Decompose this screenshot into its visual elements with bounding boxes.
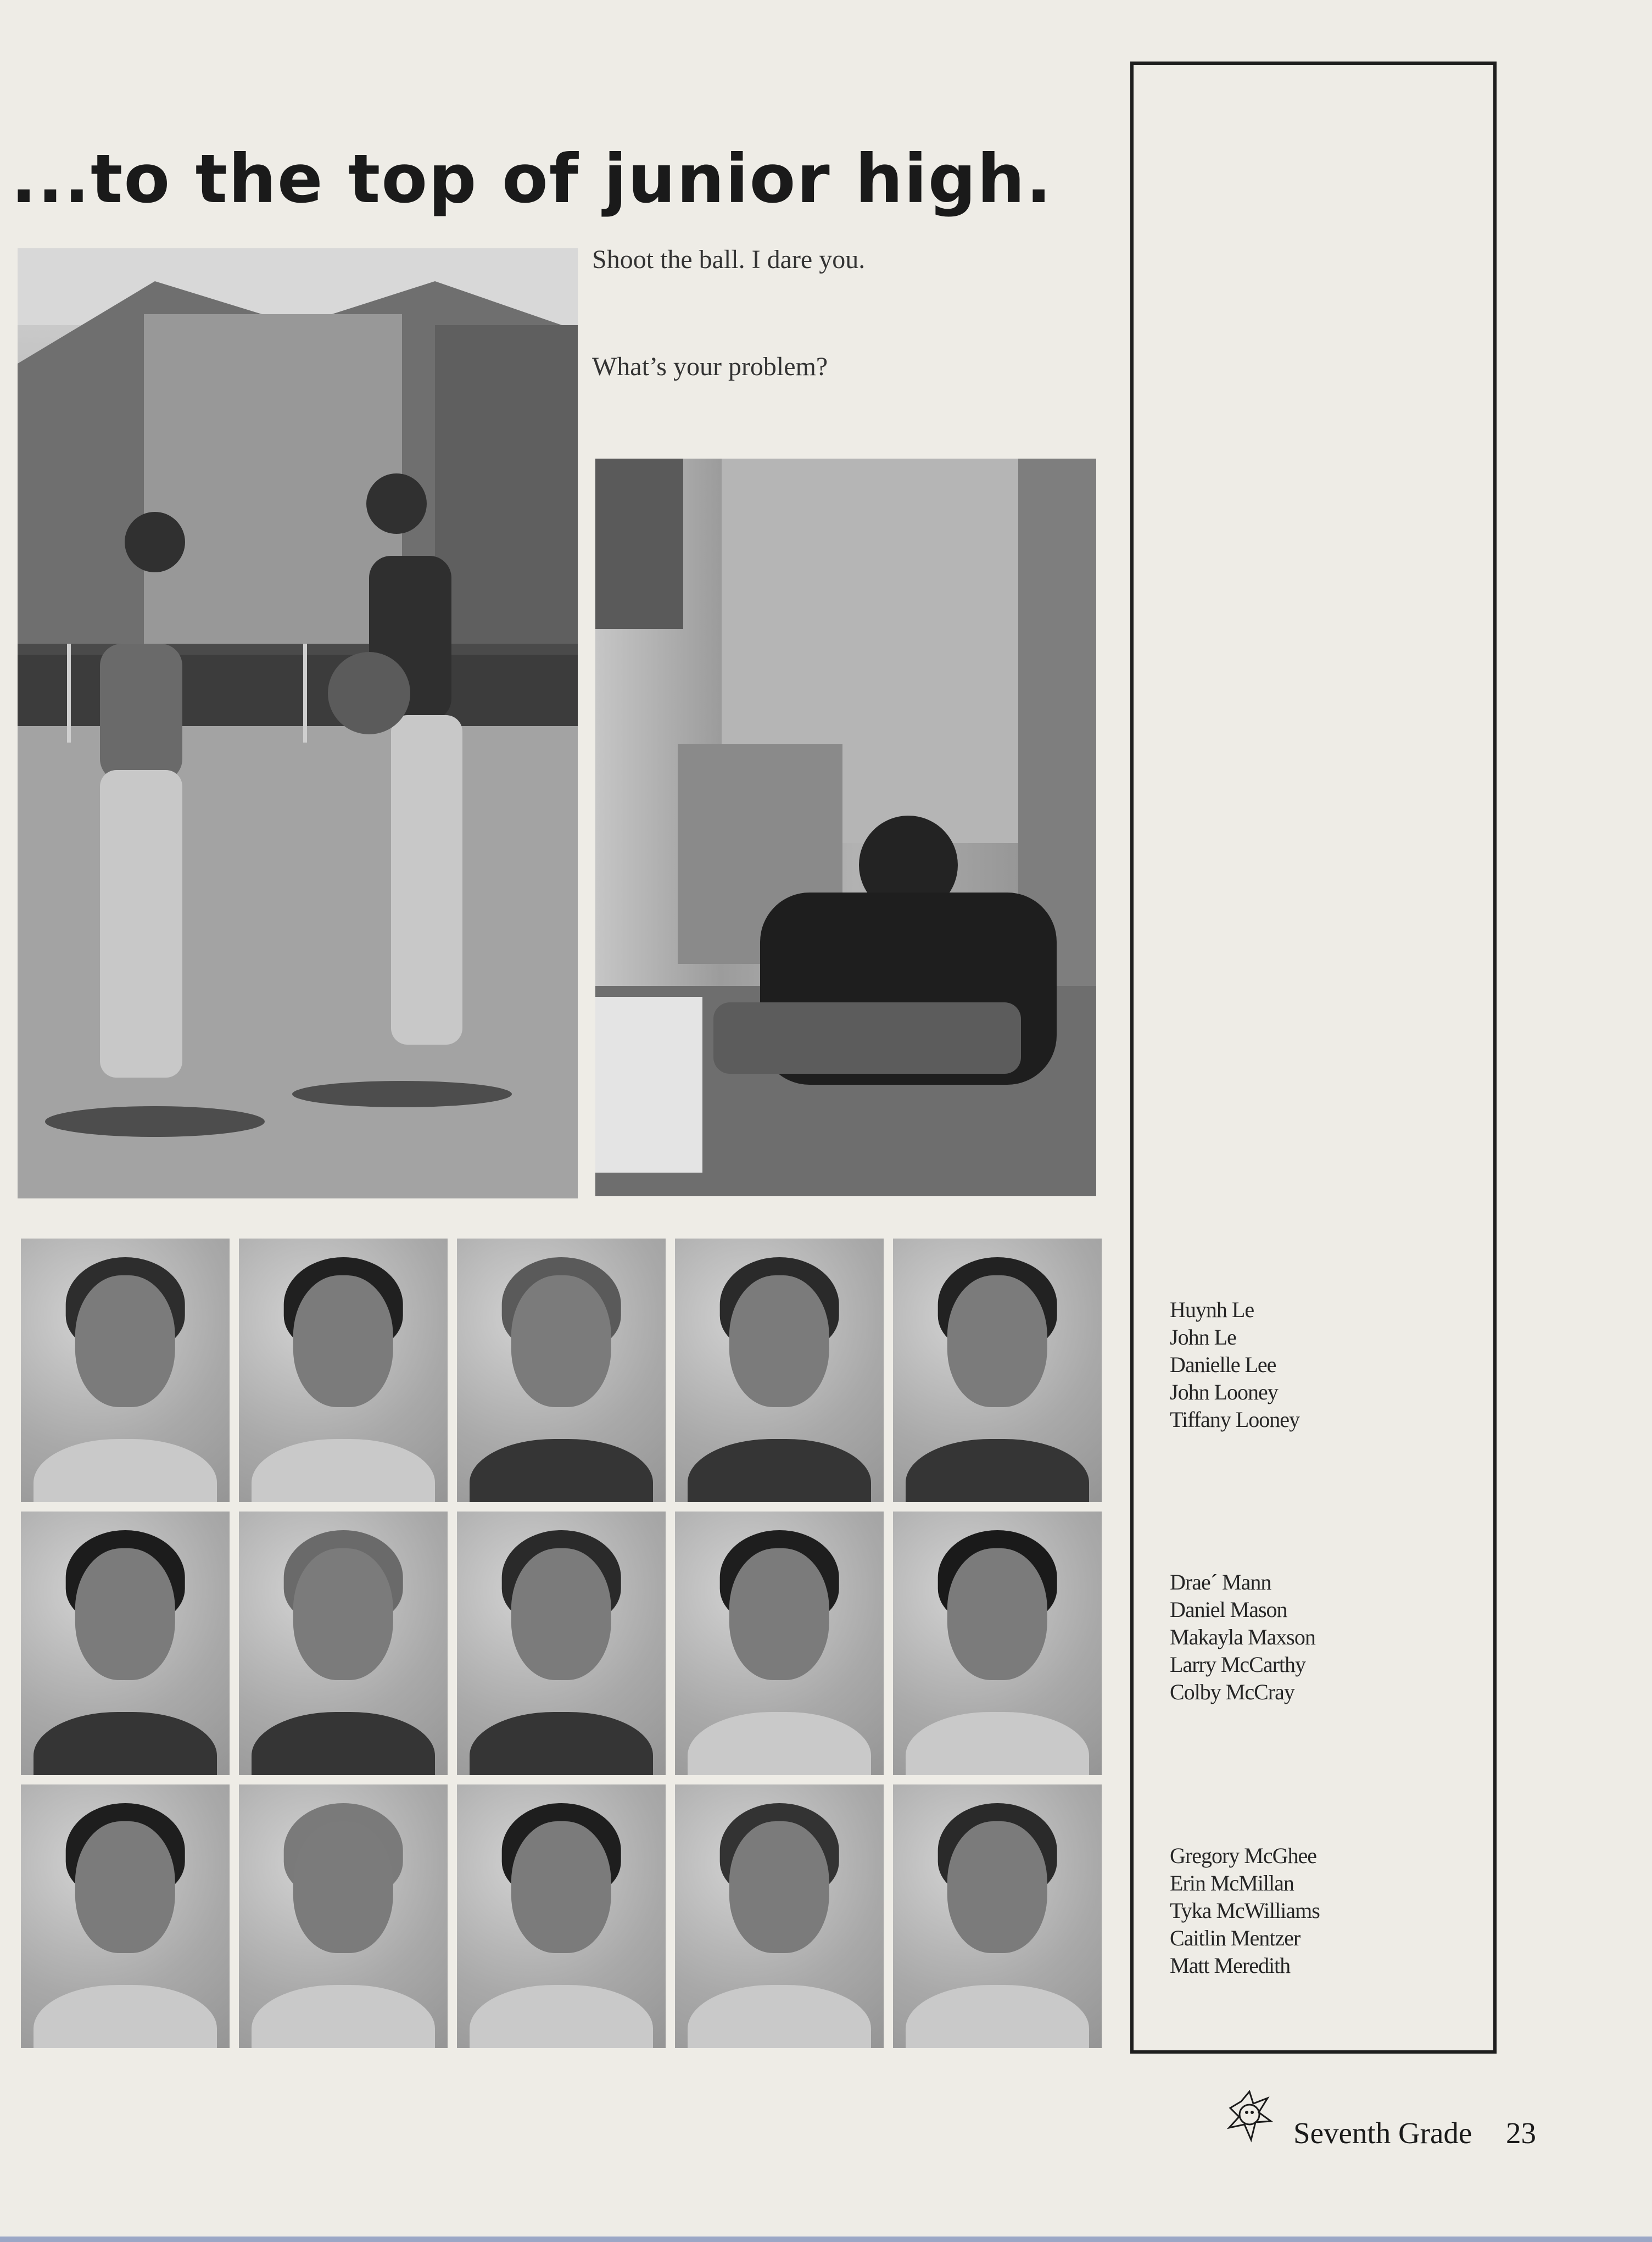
name-list-row-1 [1170, 1296, 1299, 1434]
portrait-shirt [252, 1439, 435, 1502]
student-name: Huynh Le [1170, 1297, 1254, 1322]
portrait-face [729, 1821, 829, 1953]
student-portrait-3-3 [457, 1784, 666, 2048]
student-portrait-3-2 [239, 1784, 448, 2048]
student-portrait-1-4 [675, 1239, 884, 1502]
portrait-grid [21, 1239, 1102, 2048]
basketball-photo [18, 248, 578, 1198]
student-name: Caitlin Mentzer [1170, 1926, 1301, 1950]
portrait-face [293, 1548, 393, 1680]
portrait-shirt [906, 1712, 1089, 1775]
student-name: Erin McMillan [1170, 1871, 1294, 1895]
portrait-shirt [906, 1985, 1089, 2048]
cafeteria-photo-drawing [595, 459, 1096, 1196]
portrait-shirt [252, 1985, 435, 2048]
cafeteria-photo [595, 459, 1096, 1196]
portrait-shirt [688, 1439, 871, 1502]
portrait-shirt [688, 1985, 871, 2048]
names-panel [1130, 62, 1497, 2054]
page-headline: ...to the top of junior high. [11, 140, 1053, 218]
portrait-face [293, 1275, 393, 1407]
portrait-face [511, 1275, 611, 1407]
portrait-face [75, 1275, 175, 1407]
mascot-logo-icon [1225, 2086, 1274, 2146]
portrait-face [947, 1821, 1047, 1953]
student-portrait-3-1 [21, 1784, 230, 2048]
caption-basketball: Shoot the ball. I dare you. [592, 245, 866, 274]
student-portrait-2-1 [21, 1512, 230, 1775]
portrait-face [729, 1548, 829, 1680]
student-name: John Looney [1170, 1380, 1278, 1404]
portrait-face [947, 1548, 1047, 1680]
scan-edge [0, 2237, 1652, 2242]
student-portrait-1-2 [239, 1239, 448, 1502]
student-portrait-3-4 [675, 1784, 884, 2048]
student-portrait-3-5 [893, 1784, 1102, 2048]
name-list-row-3 [1170, 1842, 1320, 1979]
student-name: Tyka McWilliams [1170, 1898, 1320, 1923]
student-name: Tiffany Looney [1170, 1407, 1299, 1432]
caption-cafeteria: What’s your problem? [592, 352, 828, 381]
portrait-shirt [906, 1439, 1089, 1502]
student-portrait-1-1 [21, 1239, 230, 1502]
portrait-shirt [688, 1712, 871, 1775]
portrait-face [75, 1821, 175, 1953]
portrait-face [293, 1821, 393, 1953]
student-name: Makayla Maxson [1170, 1625, 1315, 1649]
student-portrait-1-5 [893, 1239, 1102, 1502]
portrait-shirt [34, 1712, 217, 1775]
portrait-shirt [470, 1712, 653, 1775]
basketball-photo-drawing [18, 248, 578, 1198]
student-portrait-1-3 [457, 1239, 666, 1502]
portrait-shirt [34, 1985, 217, 2048]
student-name: Larry McCarthy [1170, 1652, 1306, 1677]
portrait-shirt [470, 1985, 653, 2048]
portrait-face [511, 1548, 611, 1680]
portrait-shirt [252, 1712, 435, 1775]
portrait-face [729, 1275, 829, 1407]
student-name: Drae´ Mann [1170, 1570, 1271, 1594]
student-name: Gregory McGhee [1170, 1843, 1316, 1868]
footer-section-title: Seventh Grade [1293, 2116, 1472, 2150]
name-list-row-2 [1170, 1569, 1315, 1706]
portrait-face [511, 1821, 611, 1953]
student-name: Daniel Mason [1170, 1597, 1287, 1622]
portrait-shirt [470, 1439, 653, 1502]
student-name: Colby McCray [1170, 1680, 1294, 1704]
student-portrait-2-5 [893, 1512, 1102, 1775]
portrait-face [947, 1275, 1047, 1407]
page-number: 23 [1506, 2116, 1536, 2150]
portrait-face [75, 1548, 175, 1680]
portrait-shirt [34, 1439, 217, 1502]
student-name: John Le [1170, 1325, 1236, 1349]
student-name: Danielle Lee [1170, 1352, 1276, 1377]
student-portrait-2-2 [239, 1512, 448, 1775]
student-portrait-2-3 [457, 1512, 666, 1775]
student-portrait-2-4 [675, 1512, 884, 1775]
student-name: Matt Meredith [1170, 1953, 1291, 1978]
